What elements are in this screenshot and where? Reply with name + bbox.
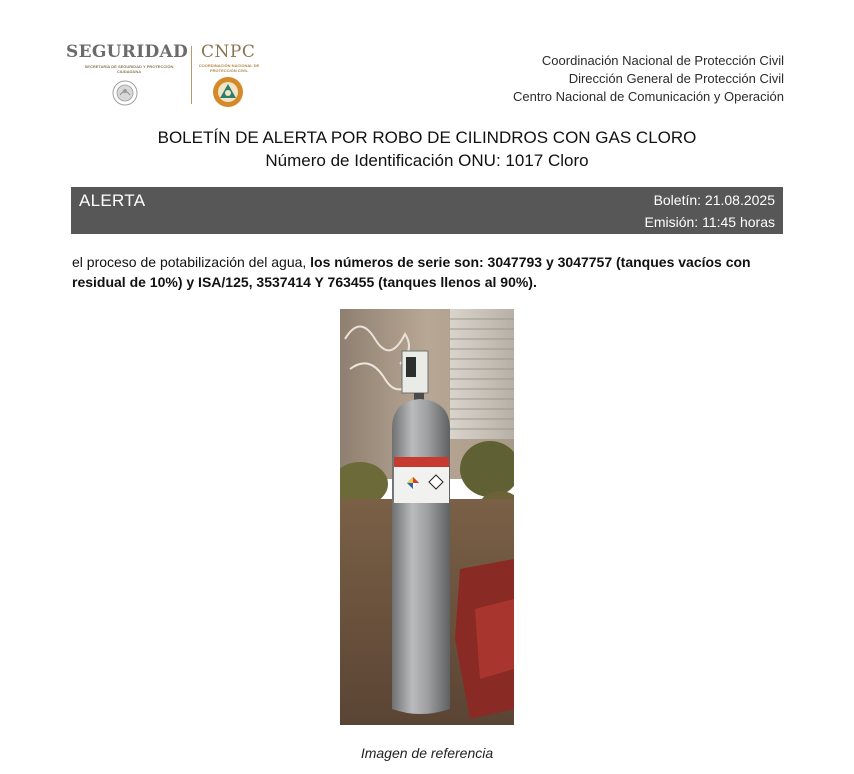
bulletin-title-onu: Número de Identificación ONU: 1017 Cloro — [265, 151, 589, 170]
organization-lines — [513, 52, 784, 106]
org-line-direction: Dirección General de Protección Civil — [568, 71, 784, 86]
alert-bar — [71, 187, 783, 234]
body-plain-text: el proceso de potabilización del agua, — [72, 254, 311, 270]
gas-cylinder-photo — [340, 309, 514, 725]
alert-label: ALERTA — [79, 191, 146, 210]
org-line-center: Centro Nacional de Comunicación y Operación — [513, 89, 784, 104]
civil-protection-emblem-icon — [212, 76, 244, 108]
body-paragraph — [72, 252, 788, 292]
cnpc-logo-title: CNPC — [201, 42, 256, 62]
seguridad-logo-subtitle: SECRETARÍA DE SEGURIDAD Y PROTECCIÓN CIUDADANA — [84, 64, 174, 74]
bulletin-title — [0, 126, 854, 172]
photo-caption: Imagen de referencia — [360, 745, 494, 761]
bulletin-title-main: BOLETÍN DE ALERTA POR ROBO DE CILINDROS CON GAS CLORO — [157, 128, 697, 147]
cnpc-logo-subtitle: COORDINACIÓN NACIONAL DE PROTECCIÓN CIVIL — [198, 63, 260, 73]
national-seal-icon — [112, 80, 138, 106]
alert-meta — [645, 189, 775, 233]
bulletin-date: Boletín: 21.08.2025 — [653, 192, 775, 208]
org-line-coordination: Coordinación Nacional de Protección Civil — [541, 53, 784, 68]
logo-divider — [191, 46, 192, 104]
body-serial-numbers: los números de serie son: 3047793 y 3047757 (tanques vacíos con residual de 10%) y ISA/125, 3537414 Y 763455 (tanques llenos al 90%). — [72, 254, 751, 290]
emission-time: Emisión: 11:45 horas — [644, 214, 775, 230]
header-logos — [66, 42, 266, 112]
seguridad-logo-title: SEGURIDAD — [66, 42, 189, 62]
